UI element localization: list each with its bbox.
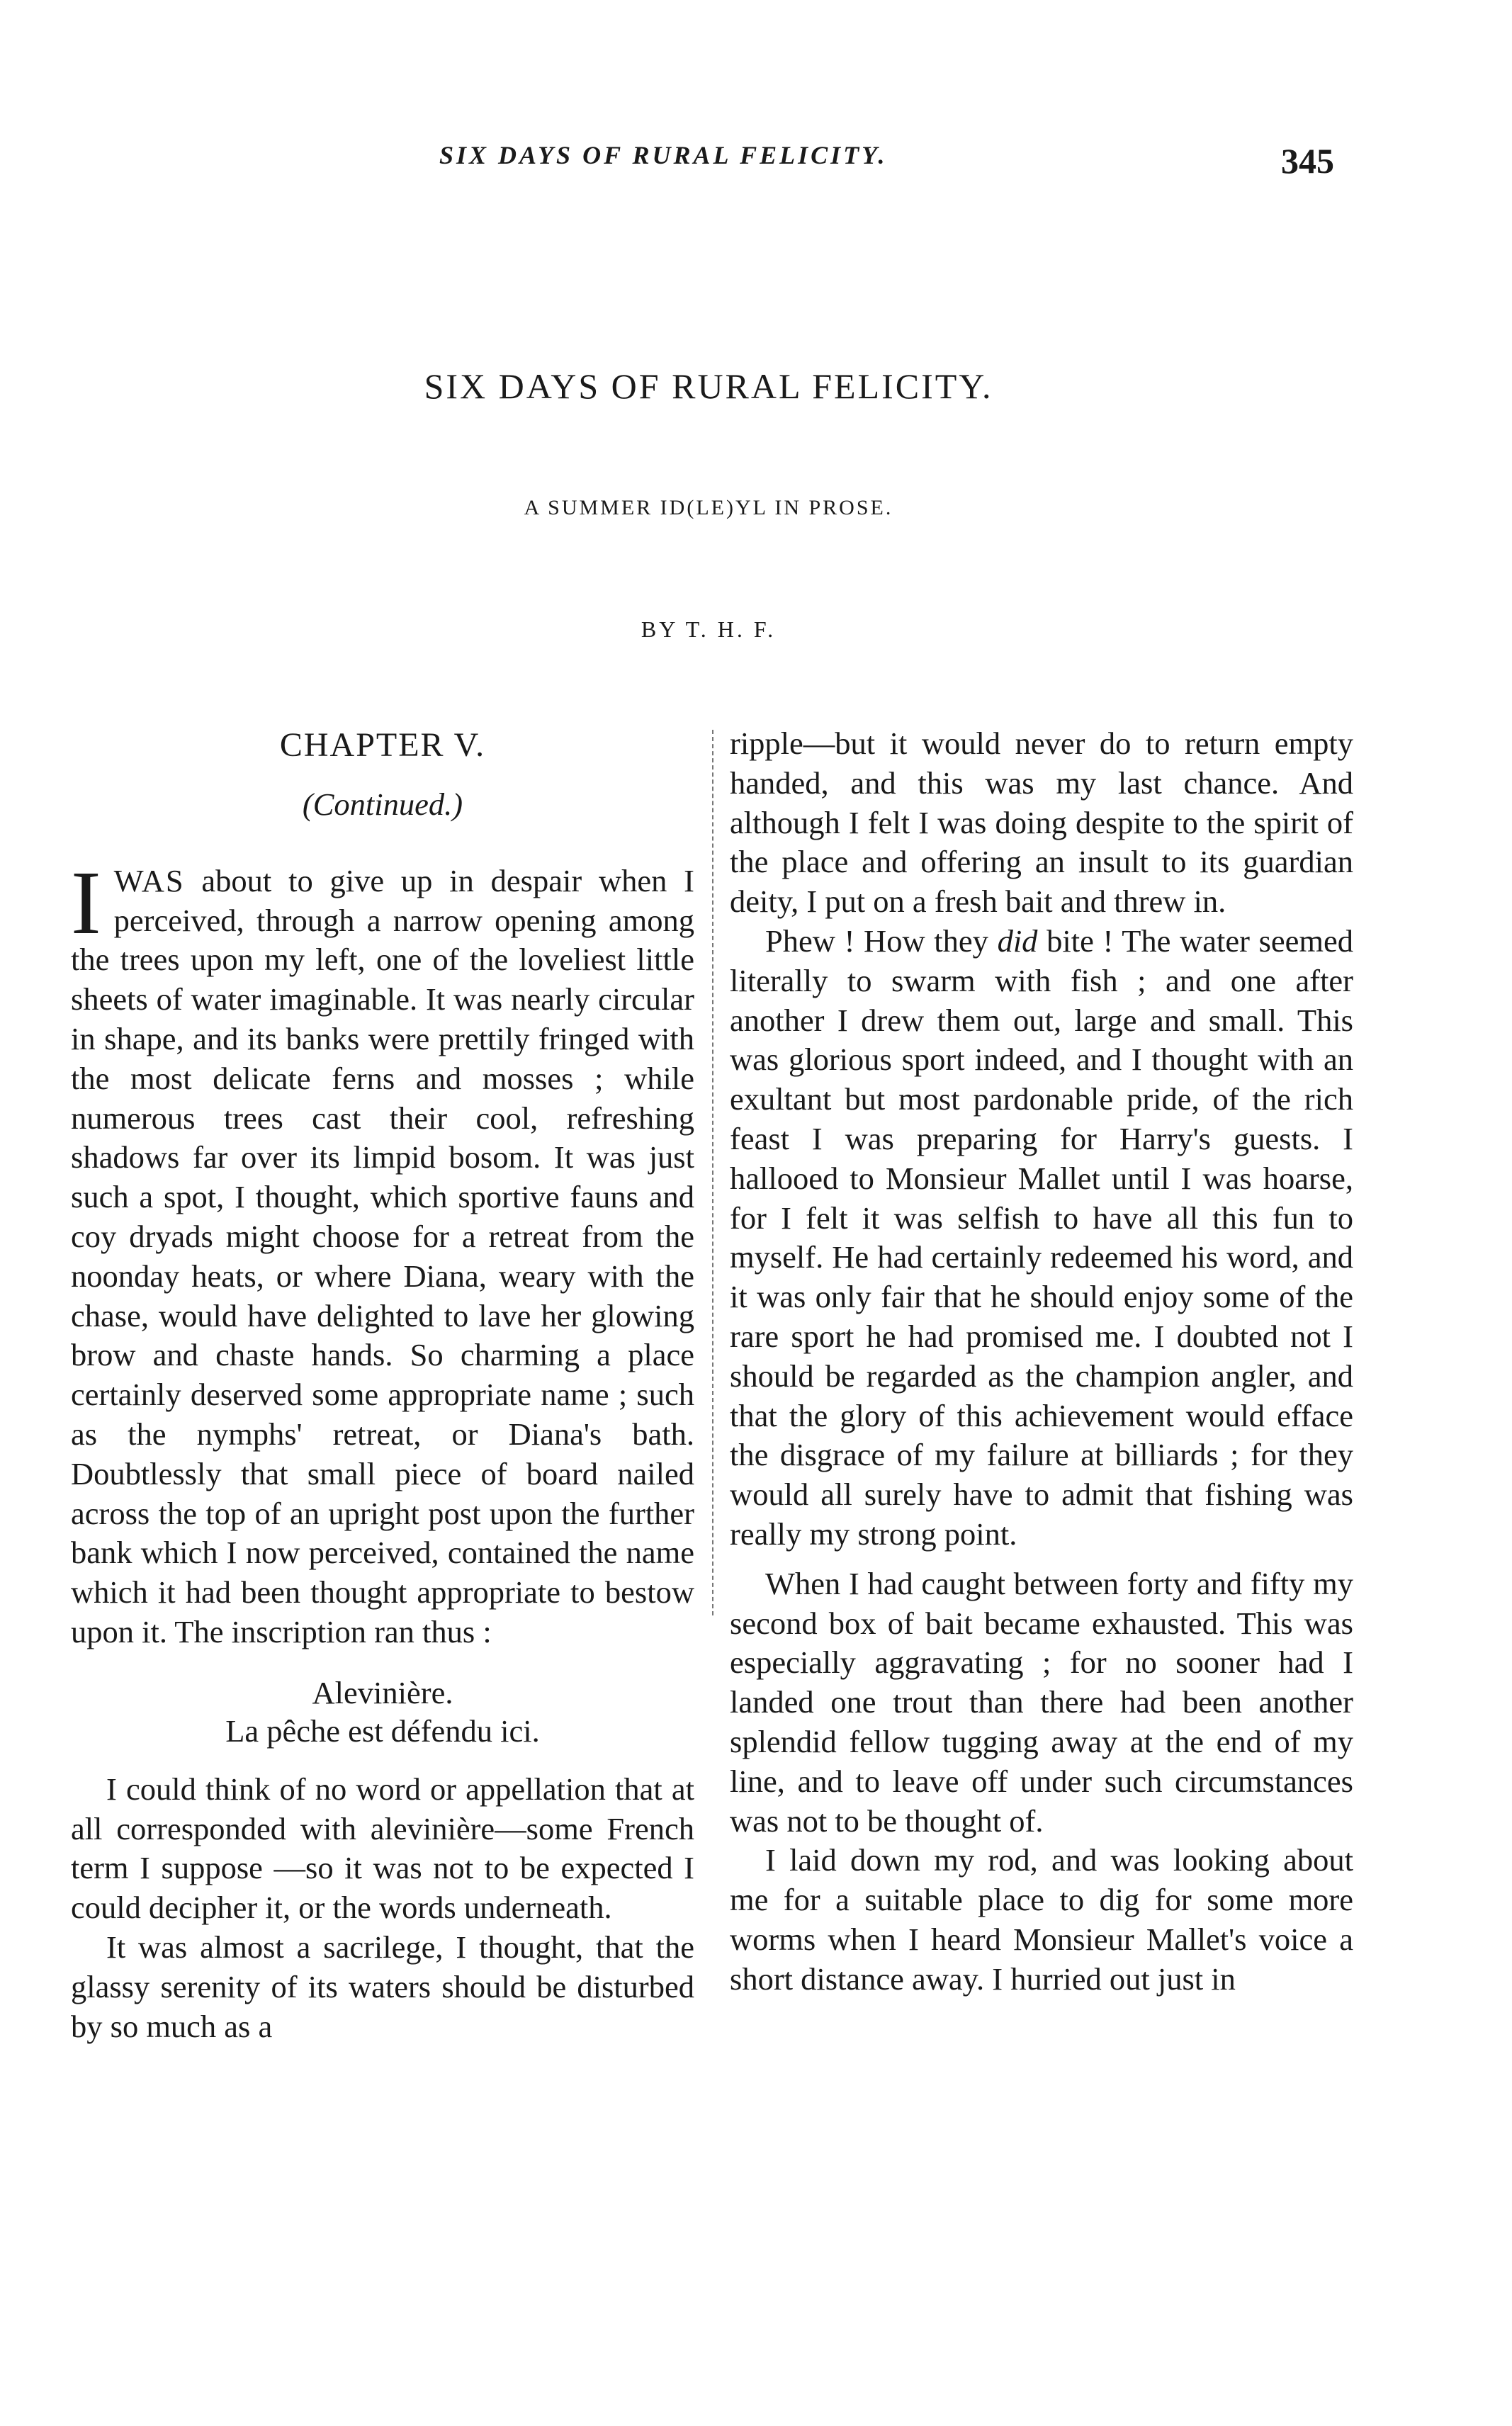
left-column [71,724,694,2046]
column-divider [712,730,713,1615]
paragraph-text: Phew ! How they [765,923,998,959]
chapter-note: (Continued.) [302,786,463,822]
paragraph: When I had caught between forty and fifty my second box of bait became exhausted. This was especially aggravating ; for no sooner had I landed one trout than there had been another splendid fellow tugging away at the end of my line, and to leave off under such circumstances was not to be thought of. [730,1565,1353,1839]
page-number: 345 [1281,141,1334,181]
article-byline: BY T. H. F. [641,616,777,642]
inscription-line: Alevinière. [312,1674,453,1710]
chapter-heading: CHAPTER V. [279,726,486,764]
article-subtitle: A SUMMER ID(LE)YL IN PROSE. [524,496,893,519]
opening-smallcaps: WAS [113,862,185,898]
paragraph-continued: ripple—but it would never do to return empty handed, and this was my last chance. And although I felt I was doing despite to the spirit of the place and offering an insult to its guardian deity, I put on a fresh bait and threw in. [730,726,1353,920]
right-column [730,724,1353,1999]
article-title: SIX DAYS OF RURAL FELICITY. [424,366,993,406]
paragraph: It was almost a sacrilege, I thought, that the glassy serenity of its waters should be disturbed by so much as a [71,1929,694,2044]
emphasis-text: did [997,923,1038,959]
running-head-title: SIX DAYS OF RURAL FELICITY. [439,141,888,169]
inscription [71,1674,694,1750]
paragraph: I laid down my rod, and was looking about me for a suitable place to dig for some more worms when I heard Monsieur Mallet's voice a short distance away. I hurried out just in [730,1842,1353,1997]
paragraph: I could think of no word or appellation that at all corresponded with alevinière—some French term I suppose —so it was not to be expected I could decipher it, or the words underneath. [71,1771,694,1926]
paragraph [730,922,1353,1555]
paragraph-text: about to give up in despair when I perceived, through a narrow opening among the trees upon my left, one of the loveliest little sheets of water imaginable. It was nearly circular in shape, and its banks were prettily fringed with the most delicate ferns and mosses ; while numerous trees cast their cool, refreshing shadows far over its limpid bosom. It was just such a spot, I thought, which sportive fauns and coy dryads might choose for a retreat from the noonday heats, or where Diana, weary with the chase, would have delighted to lave her glowing brow and chaste hands. So charming a place certainly deserved some appropriate name ; such as the nymphs' retreat, or Diana's bath. Doubtlessly that small piece of board nailed across the top of an upright post upon the further bank which I now perceived, contained the name which it had been thought appropriate to bestow upon it. The inscription ran thus : [71,862,694,1649]
drop-cap: I [71,852,101,953]
inscription-line: La pêche est défendu ici. [225,1713,540,1749]
paragraph-opening [71,852,694,1652]
paragraph-text: bite ! The water seemed literally to swarm with fish ; and one after another I drew them out, large and small. This was glorious sport indeed, and I thought with an exultant but most pardonable pride, of the rich feast I was preparing for Harry's guests. I hallooed to Monsieur Mallet until I was hoarse, for I felt it was selfish to have all this fun to myself. He had certainly redeemed his word, and it was only fair that he should enjoy some of the rare sport he had promised me. I doubted not I should be regarded as the champion angler, and that the glory of this achievement would efface the disgrace of my failure at billiards ; for they would all surely have to admit that fishing was really my strong point. [730,923,1354,1552]
